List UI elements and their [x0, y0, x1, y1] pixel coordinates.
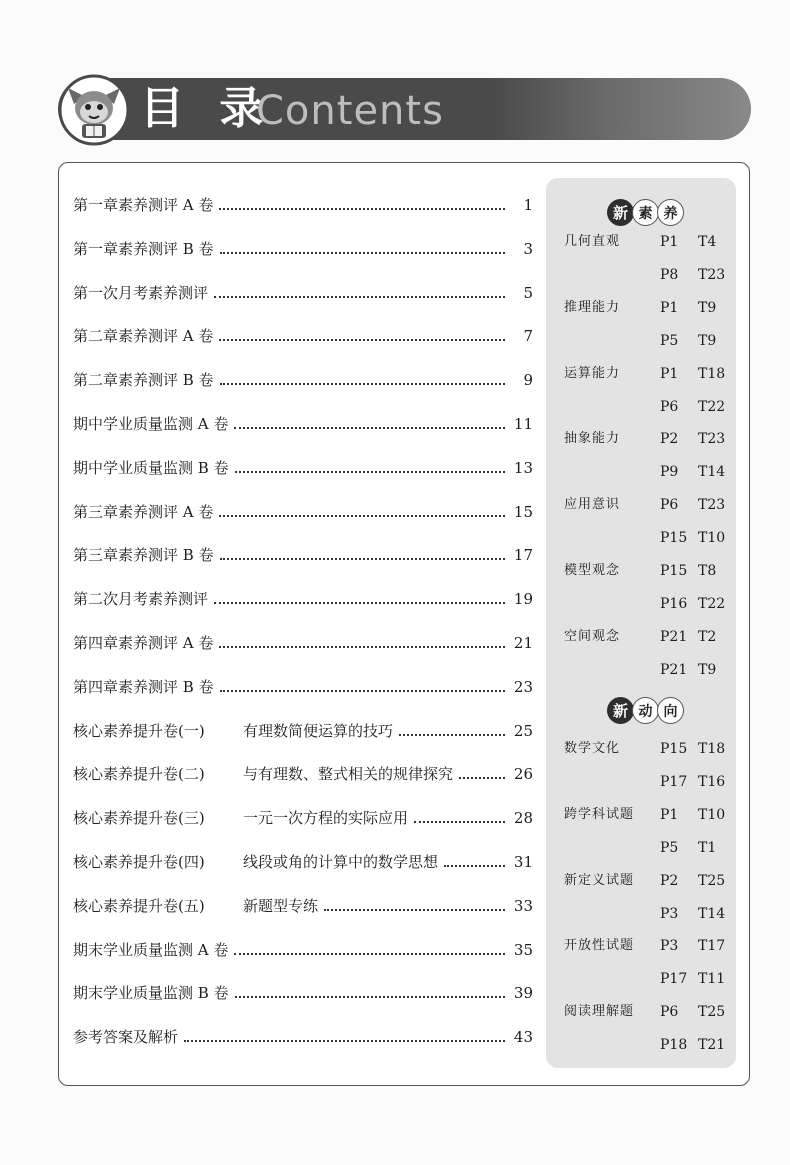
toc-subtitle: 与有理数、整式相关的规律探究	[243, 765, 454, 784]
side-row	[564, 1034, 734, 1056]
toc-list	[73, 194, 533, 1070]
side-row	[564, 560, 734, 582]
toc-page-number: 26	[513, 765, 533, 784]
side-question-ref: T8	[698, 563, 717, 579]
toc-row[interactable]	[73, 588, 533, 632]
toc-leader-dots	[220, 383, 505, 385]
toc-subtitle: 有理数简便运算的技巧	[243, 721, 394, 740]
toc-row[interactable]	[73, 544, 533, 588]
toc-leader-dots	[219, 339, 505, 341]
toc-subtitle: 新题型专练	[243, 896, 319, 915]
toc-page-number: 19	[513, 590, 533, 609]
side-page-ref: P16	[660, 595, 688, 612]
toc-leader-dots	[219, 515, 505, 517]
side-category: 新定义试题	[564, 872, 635, 888]
mascot-icon	[58, 74, 130, 146]
side-question-ref: T23	[698, 266, 726, 283]
toc-page-number: 21	[513, 633, 533, 652]
side-page-ref: P3	[660, 905, 679, 922]
toc-row[interactable]	[73, 851, 533, 895]
side-question-ref: T9	[698, 332, 717, 349]
toc-page-number: 28	[513, 809, 533, 828]
toc-row[interactable]	[73, 325, 533, 369]
toc-subtitle: 线段或角的计算中的数学思想	[243, 852, 439, 871]
badge-char: 向	[657, 697, 684, 724]
toc-row[interactable]	[73, 413, 533, 457]
toc-leader-dots	[234, 427, 505, 429]
toc-row[interactable]	[73, 763, 533, 807]
toc-page-number: 7	[523, 327, 533, 346]
side-page-ref: P5	[660, 332, 679, 349]
side-question-ref: T18	[698, 365, 726, 382]
toc-page-number: 17	[513, 546, 533, 565]
side-row	[564, 626, 734, 648]
toc-leader-dots	[214, 296, 505, 298]
side-row	[564, 738, 734, 760]
side-page-ref: P1	[660, 234, 679, 250]
toc-leader-dots	[220, 558, 505, 560]
toc-row[interactable]	[73, 238, 533, 282]
toc-page-number: 23	[513, 677, 533, 696]
side-page-ref: P1	[660, 299, 679, 316]
side-row	[564, 396, 734, 418]
section-badge-new-trends	[607, 697, 684, 724]
side-page-ref: P17	[660, 773, 688, 790]
side-question-ref: T16	[698, 773, 726, 790]
header-fade	[491, 78, 751, 140]
toc-title: 期末学业质量监测 B 卷	[73, 984, 229, 1003]
toc-row[interactable]	[73, 982, 533, 1026]
side-page-ref: P1	[660, 806, 679, 823]
page-title: 目 录	[140, 83, 274, 134]
toc-page-number: 33	[513, 896, 533, 915]
side-page-ref: P18	[660, 1037, 688, 1054]
page-title-english: Contents	[256, 88, 444, 134]
side-question-ref: T22	[698, 398, 726, 415]
toc-row[interactable]	[73, 194, 533, 238]
side-question-ref: T2	[698, 628, 717, 645]
side-page-ref: P1	[660, 365, 679, 382]
toc-leader-dots	[219, 646, 505, 648]
badge-char: 养	[657, 199, 684, 226]
side-row	[564, 1001, 734, 1023]
side-page-ref: P6	[660, 497, 679, 514]
toc-leader-dots	[220, 690, 505, 692]
toc-leader-dots	[399, 734, 505, 736]
side-page-ref: P15	[660, 563, 688, 579]
side-category: 空间观念	[564, 628, 621, 644]
side-question-ref: T21	[698, 1037, 726, 1054]
toc-page-number: 31	[513, 852, 533, 871]
toc-leader-dots	[234, 953, 505, 955]
side-row	[564, 593, 734, 615]
badge-lead: 新	[607, 697, 634, 724]
side-page-ref: P15	[660, 530, 688, 547]
side-question-ref: T23	[698, 431, 726, 448]
side-row	[564, 297, 734, 319]
toc-leader-dots	[459, 777, 505, 779]
toc-title: 核心素养提升卷(三)	[73, 809, 205, 828]
toc-leader-dots	[214, 602, 505, 604]
side-page-ref: P2	[660, 431, 679, 448]
side-category: 阅读理解题	[564, 1004, 635, 1020]
toc-title: 第二次月考素养测评	[73, 590, 209, 609]
side-question-ref: T17	[698, 938, 726, 955]
side-row	[564, 837, 734, 859]
toc-title: 第二章素养测评 B 卷	[73, 371, 214, 390]
side-page-ref: P9	[660, 464, 679, 481]
side-row	[564, 330, 734, 352]
section-badge-new-literacy	[607, 199, 684, 226]
toc-title: 期中学业质量监测 B 卷	[73, 458, 229, 477]
toc-row[interactable]	[73, 895, 533, 939]
toc-page-number: 35	[513, 940, 533, 959]
side-question-ref: T10	[698, 530, 726, 547]
toc-page-number: 9	[523, 371, 533, 390]
toc-row[interactable]	[73, 282, 533, 326]
toc-leader-dots	[414, 821, 505, 823]
side-question-ref: T18	[698, 741, 726, 757]
toc-title: 第一次月考素养测评	[73, 283, 209, 302]
side-row	[564, 264, 734, 286]
toc-leader-dots	[235, 471, 505, 473]
side-question-ref: T4	[698, 234, 717, 250]
side-question-ref: T25	[698, 1004, 726, 1021]
toc-page-number: 15	[513, 502, 533, 521]
side-question-ref: T1	[698, 839, 717, 856]
side-category: 跨学科试题	[564, 806, 635, 822]
side-page-ref: P5	[660, 839, 679, 856]
badge-char: 素	[632, 199, 659, 226]
badge-lead: 新	[607, 199, 634, 226]
toc-leader-dots	[220, 252, 505, 254]
side-page-ref: P21	[660, 628, 688, 645]
side-category: 运算能力	[564, 365, 621, 381]
toc-title: 参考答案及解析	[73, 1028, 179, 1047]
side-category: 几何直观	[564, 234, 621, 249]
toc-title: 核心素养提升卷(五)	[73, 896, 205, 915]
toc-subtitle: 一元一次方程的实际应用	[243, 809, 409, 828]
toc-title: 第三章素养测评 B 卷	[73, 546, 214, 565]
side-question-ref: T9	[698, 661, 717, 678]
side-row	[564, 527, 734, 549]
toc-row[interactable]	[73, 807, 533, 851]
side-category: 开放性试题	[564, 938, 635, 954]
side-question-ref: T23	[698, 497, 726, 514]
side-row	[564, 968, 734, 990]
side-row	[564, 428, 734, 450]
toc-title: 核心素养提升卷(二)	[73, 765, 205, 784]
toc-row[interactable]	[73, 369, 533, 413]
side-row	[564, 231, 734, 253]
side-page-ref: P2	[660, 872, 679, 889]
side-question-ref: T25	[698, 872, 726, 889]
side-page-ref: P8	[660, 266, 679, 283]
side-row	[564, 870, 734, 892]
side-question-ref: T22	[698, 595, 726, 612]
side-category: 模型观念	[564, 563, 621, 578]
toc-row[interactable]	[73, 457, 533, 501]
side-page-ref: P21	[660, 661, 688, 678]
toc-title: 核心素养提升卷(一)	[73, 721, 205, 740]
toc-row[interactable]	[73, 720, 533, 764]
toc-title: 第一章素养测评 B 卷	[73, 239, 214, 258]
side-page-ref: P15	[660, 741, 688, 757]
toc-title: 期中学业质量监测 A 卷	[73, 414, 229, 433]
side-question-ref: T11	[698, 971, 726, 988]
side-question-ref: T9	[698, 299, 717, 316]
toc-leader-dots	[324, 909, 505, 911]
side-row	[564, 461, 734, 483]
toc-page-number: 13	[513, 458, 533, 477]
toc-page-number: 11	[513, 414, 533, 433]
toc-leader-dots	[235, 996, 505, 998]
toc-title: 第四章素养测评 B 卷	[73, 677, 214, 696]
side-row	[564, 363, 734, 385]
toc-title: 第一章素养测评 A 卷	[73, 196, 214, 214]
toc-page-number: 39	[513, 984, 533, 1003]
side-page-ref: P6	[660, 1004, 679, 1021]
side-row	[564, 771, 734, 793]
side-question-ref: T14	[698, 464, 726, 481]
toc-leader-dots	[444, 865, 505, 867]
side-page-ref: P3	[660, 938, 679, 955]
toc-row[interactable]	[73, 676, 533, 720]
toc-page-number: 43	[513, 1028, 533, 1047]
side-category: 抽象能力	[564, 431, 621, 447]
side-row	[564, 935, 734, 957]
toc-title: 第四章素养测评 A 卷	[73, 633, 214, 652]
toc-row[interactable]	[73, 632, 533, 676]
side-category: 数学文化	[564, 741, 621, 756]
toc-page-number: 5	[523, 283, 533, 302]
side-row	[564, 804, 734, 826]
side-category: 推理能力	[564, 299, 621, 315]
toc-title: 第二章素养测评 A 卷	[73, 327, 214, 346]
side-row	[564, 494, 734, 516]
toc-row[interactable]	[73, 501, 533, 545]
side-row	[564, 903, 734, 925]
toc-title: 期末学业质量监测 A 卷	[73, 940, 229, 959]
toc-page-number: 1	[523, 196, 533, 214]
toc-title: 核心素养提升卷(四)	[73, 852, 205, 871]
side-page-ref: P17	[660, 971, 688, 988]
side-category: 应用意识	[564, 497, 621, 513]
badge-char: 动	[632, 697, 659, 724]
toc-page-number: 3	[523, 239, 533, 258]
toc-leader-dots	[219, 208, 505, 210]
toc-leader-dots	[184, 1040, 505, 1042]
toc-title: 第三章素养测评 A 卷	[73, 502, 214, 521]
toc-page-number: 25	[513, 721, 533, 740]
side-row	[564, 659, 734, 681]
toc-row[interactable]	[73, 939, 533, 983]
side-question-ref: T10	[698, 806, 726, 823]
side-page-ref: P6	[660, 398, 679, 415]
side-question-ref: T14	[698, 905, 726, 922]
toc-row[interactable]	[73, 1026, 533, 1070]
